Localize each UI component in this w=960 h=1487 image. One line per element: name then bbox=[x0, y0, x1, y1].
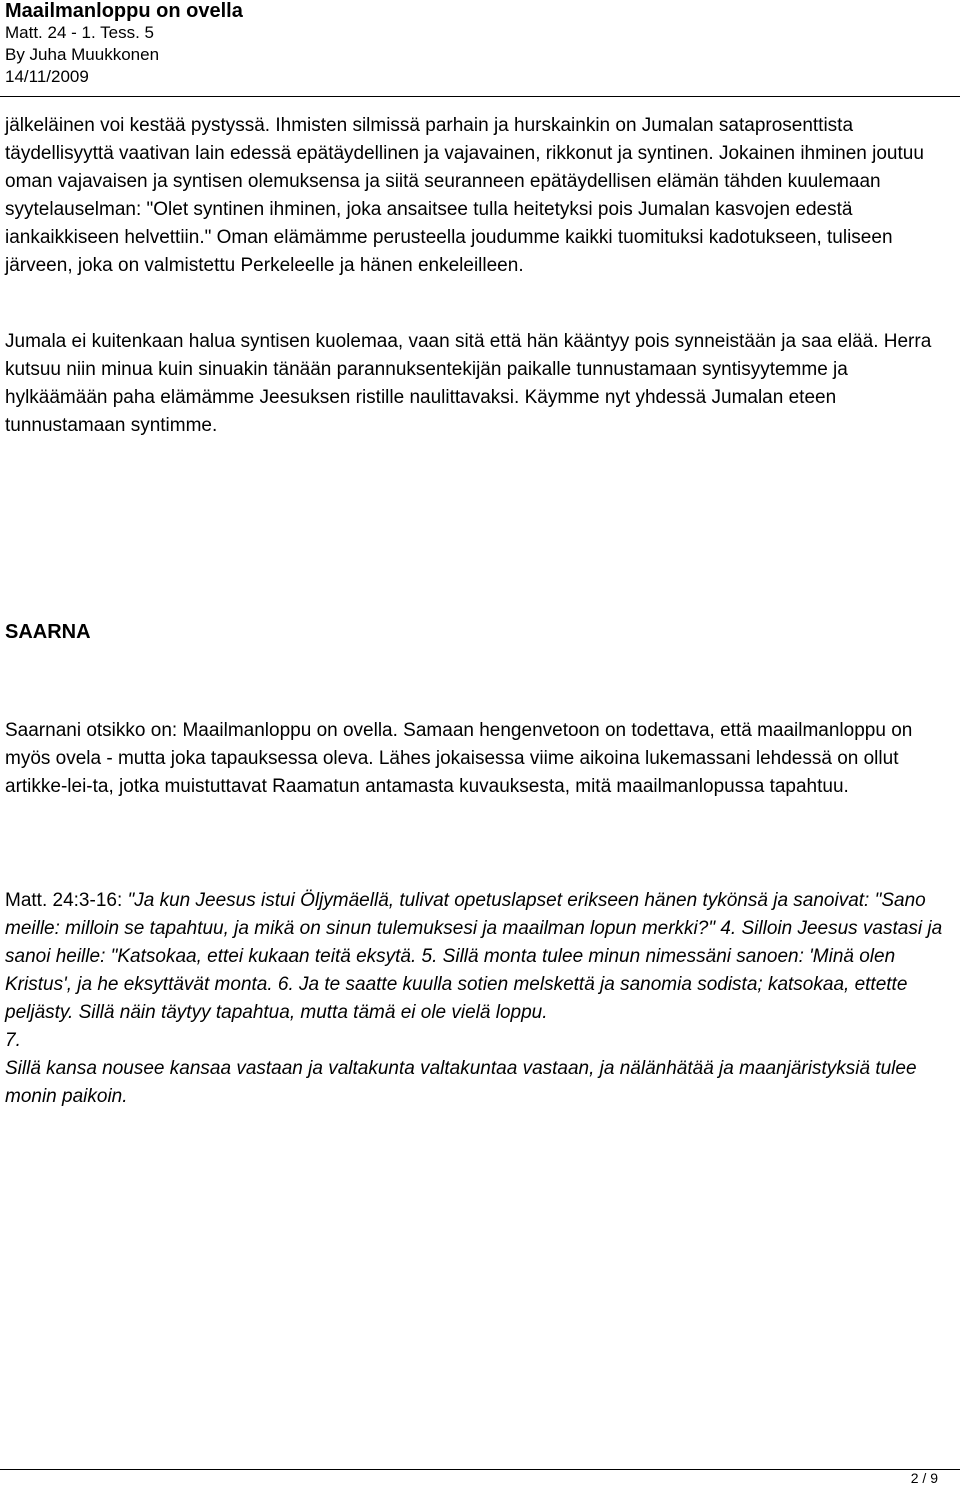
verse-6: 6. Ja te saatte kuulla sotien melskettä ja sanomia sodista; katsokaa, ettette peljästy. Sillä näin täytyy tapahtua, mutta tämä ei ole vielä loppu. bbox=[5, 974, 908, 1023]
author-line: By Juha Muukkonen bbox=[5, 45, 160, 64]
paragraph-1: jälkeläinen voi kestää pystyssä. Ihmisten silmissä parhain ja hurskainkin on Jumalan sataprosenttista täydellisyyttä vaativan lain edessä epätäydellinen ja vajavainen, rikkonut ja syntinen. Jokainen ihminen joutuu oman vajavaisen ja syntisen olemuksensa ja siitä seuranneen epätäydellisen elämän tähden kuulemaan syytelauselman: "Olet syntinen ihminen, joka ansaitsee tulla heitetyksi pois Jumalan kasvojen edestä iankaikkiseen helvettiin." Oman elämämme perusteella joudumme kaikki tuomituksi kadotukseen, tuliseen järveen, joka on valmistettu Perkeleelle ja hänen enkeleilleen. bbox=[5, 115, 924, 276]
date-line: 14/11/2009 bbox=[5, 67, 89, 86]
verse-4: 4. Silloin Jeesus vastasi ja sanoi heille: "Katsokaa, ettei kukaan teitä eksytä. bbox=[5, 918, 943, 967]
document-title: Maailmanloppu on ovella bbox=[5, 0, 243, 22]
document-header bbox=[5, 0, 960, 88]
scripture-ref: Matt. 24:3-16: bbox=[5, 890, 128, 911]
page-number: 2 / 9 bbox=[910, 1470, 938, 1486]
paragraph-3: Saarnani otsikko on: Maailmanloppu on ovella. Samaan hengenvetoon on todettava, että maailmanloppu on myös ovela - mutta joka tapauksessa oleva. Lähes jokaisessa viime aikoina lukemassani lehdessä on ollut artikke-lei-ta, jotka muistuttavat Raamatun antamasta kuvauksesta, mitä maailmanlopussa tapahtuu. bbox=[5, 720, 913, 797]
section-heading: SAARNA bbox=[5, 621, 91, 643]
scripture-reference: Matt. 24 - 1. Tess. 5 bbox=[5, 23, 154, 42]
verse-5: 5. Sillä monta tulee minun nimessäni sanoen: 'Minä olen Kristus', ja he eksyttävät monta. bbox=[5, 946, 896, 995]
paragraph-2: Jumala ei kuitenkaan halua syntisen kuolemaa, vaan sitä että hän kääntyy pois synneistään ja saa elää. Herra kutsuu niin minua kuin sinuakin tänään parannuksentekijän paikalle tunnustamaan syntisyytemme ja hylkäämään paha elämämme Jeesuksen ristille naulittavaksi. Käymme nyt yhdessä Jumalan eteen tunnustamaan syntimme. bbox=[5, 331, 932, 436]
footer-divider bbox=[0, 1469, 960, 1470]
verse-3: "Ja kun Jeesus istui Öljymäellä, tulivat opetuslapset erikseen hänen tykönsä ja sanoivat: "Sano meille: milloin se tapahtuu, ja mikä on sinun tulemuksesi ja maailman lopun merkki?" bbox=[5, 890, 926, 939]
verse-7-number: 7. bbox=[5, 1030, 21, 1051]
scripture-quote bbox=[5, 887, 950, 1111]
header-divider bbox=[0, 96, 960, 97]
document-body bbox=[5, 112, 950, 1111]
verse-7: Sillä kansa nousee kansaa vastaan ja valtakunta valtakuntaa vastaan, ja nälänhätää ja maanjäristyksiä tulee monin paikoin. bbox=[5, 1058, 917, 1107]
